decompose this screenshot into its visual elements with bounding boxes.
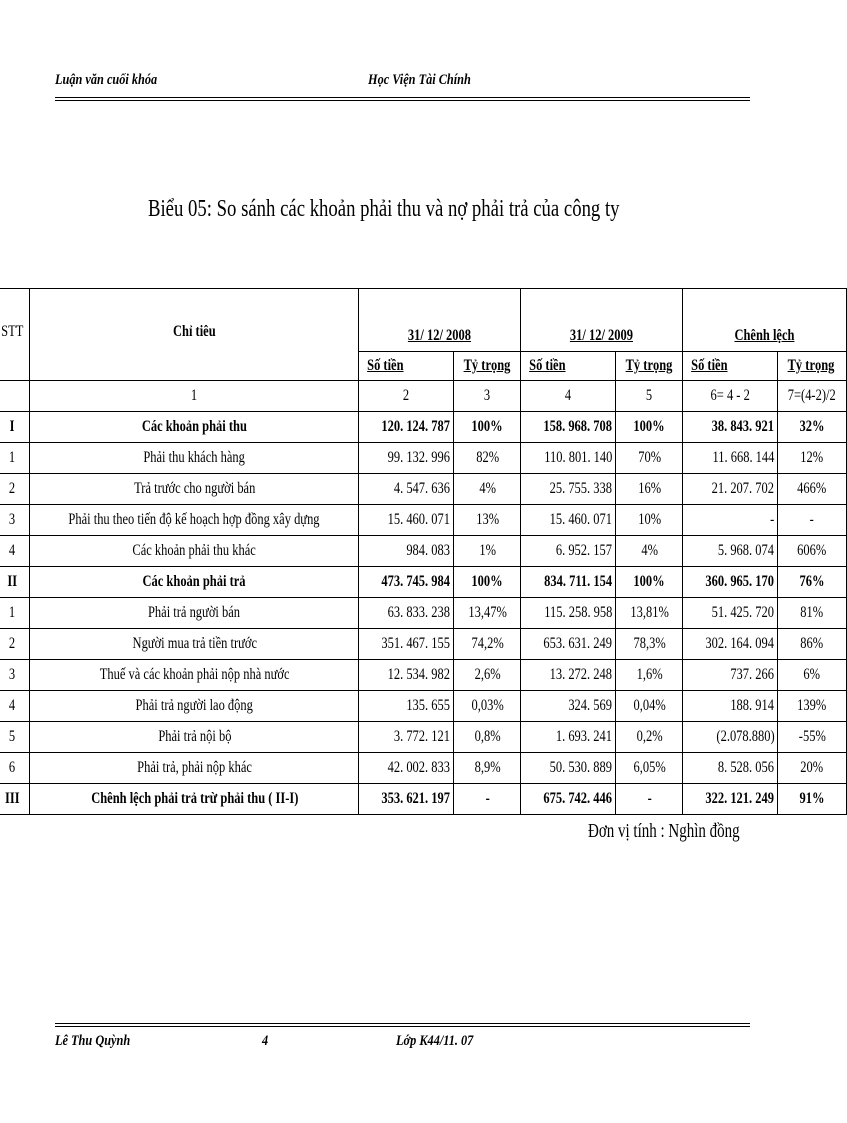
sub-ratio-diff: Tỷ trọng: [778, 352, 846, 381]
ratio-2008-cell: 0,8%: [454, 722, 521, 753]
ratio-2009-cell: 1,6%: [616, 660, 683, 691]
table-row: [0, 660, 846, 691]
item-cell: Phải trả nội bộ: [30, 722, 359, 753]
footer-page: 4: [262, 1033, 269, 1049]
amount-2009-cell: 15. 460. 071: [521, 505, 616, 536]
ratio-diff-cell: 32%: [778, 412, 846, 443]
amount-2008-cell: 135. 655: [359, 691, 454, 722]
amount-2009-cell: 115. 258. 958: [521, 598, 616, 629]
amount-2009-cell: 1. 693. 241: [521, 722, 616, 753]
table-row: [0, 536, 846, 567]
sub-ratio-2008: Tỷ trọng: [454, 352, 521, 381]
amount-2008-cell: 4. 547. 636: [359, 474, 454, 505]
index-cell: 5: [616, 381, 683, 412]
amount-diff-cell: 21. 207. 702: [683, 474, 778, 505]
header-stt: STT: [0, 289, 30, 381]
amount-diff-cell: 188. 914: [683, 691, 778, 722]
header-center: Học Viện Tài Chính: [368, 72, 471, 88]
stt-cell: 1: [0, 443, 30, 474]
sub-amount-2008: Số tiền: [359, 352, 454, 381]
header-diff: Chênh lệch: [683, 289, 846, 352]
stt-cell: 5: [0, 722, 30, 753]
table-row: [0, 598, 846, 629]
stt-cell: 3: [0, 660, 30, 691]
ratio-2008-cell: 0,03%: [454, 691, 521, 722]
stt-cell: 3: [0, 505, 30, 536]
item-cell: Các khoản phải thu khác: [30, 536, 359, 567]
item-cell: Thuế và các khoản phải nộp nhà nước: [30, 660, 359, 691]
footer-class: Lớp K44/11. 07: [396, 1033, 474, 1049]
amount-2008-cell: 42. 002. 833: [359, 753, 454, 784]
table-row: [0, 474, 846, 505]
index-cell: 2: [359, 381, 454, 412]
ratio-2008-cell: 82%: [454, 443, 521, 474]
amount-diff-cell: 5. 968. 074: [683, 536, 778, 567]
amount-diff-cell: 38. 843. 921: [683, 412, 778, 443]
amount-2008-cell: 984. 083: [359, 536, 454, 567]
ratio-2009-cell: 6,05%: [616, 753, 683, 784]
ratio-2009-cell: 10%: [616, 505, 683, 536]
amount-2009-cell: 158. 968. 708: [521, 412, 616, 443]
index-cell: 3: [454, 381, 521, 412]
sub-ratio-2009: Tỷ trọng: [616, 352, 683, 381]
ratio-2008-cell: 100%: [454, 412, 521, 443]
ratio-2009-cell: 16%: [616, 474, 683, 505]
amount-2008-cell: 99. 132. 996: [359, 443, 454, 474]
ratio-2008-cell: 100%: [454, 567, 521, 598]
stt-cell: 4: [0, 536, 30, 567]
ratio-diff-cell: 91%: [778, 784, 846, 815]
amount-2009-cell: 25. 755. 338: [521, 474, 616, 505]
footer-rule-2: [55, 1026, 750, 1027]
table-row: [0, 784, 846, 815]
ratio-diff-cell: 606%: [778, 536, 846, 567]
ratio-2009-cell: 0,04%: [616, 691, 683, 722]
header-item: Chỉ tiêu: [30, 289, 359, 381]
ratio-2008-cell: 4%: [454, 474, 521, 505]
ratio-diff-cell: 86%: [778, 629, 846, 660]
amount-diff-cell: 302. 164. 094: [683, 629, 778, 660]
table-row: [0, 691, 846, 722]
index-row: [0, 381, 846, 412]
ratio-2009-cell: 100%: [616, 412, 683, 443]
ratio-2009-cell: 78,3%: [616, 629, 683, 660]
stt-cell: III: [0, 784, 30, 815]
item-cell: Phải trả người bán: [30, 598, 359, 629]
amount-diff-cell: 322. 121. 249: [683, 784, 778, 815]
header-rule-2: [55, 100, 750, 101]
stt-cell: 6: [0, 753, 30, 784]
amount-2009-cell: 324. 569: [521, 691, 616, 722]
ratio-2008-cell: 13,47%: [454, 598, 521, 629]
ratio-2008-cell: 13%: [454, 505, 521, 536]
ratio-2009-cell: 100%: [616, 567, 683, 598]
ratio-2008-cell: -: [454, 784, 521, 815]
stt-cell: 2: [0, 629, 30, 660]
header-2009: 31/ 12/ 2009: [521, 289, 683, 352]
amount-2009-cell: 653. 631. 249: [521, 629, 616, 660]
ratio-2009-cell: -: [616, 784, 683, 815]
ratio-2009-cell: 70%: [616, 443, 683, 474]
ratio-2009-cell: 4%: [616, 536, 683, 567]
amount-diff-cell: 8. 528. 056: [683, 753, 778, 784]
index-cell: 4: [521, 381, 616, 412]
ratio-diff-cell: -55%: [778, 722, 846, 753]
amount-2008-cell: 12. 534. 982: [359, 660, 454, 691]
index-cell: 1: [30, 381, 359, 412]
footer-rule: [55, 1023, 750, 1024]
item-cell: Phải trả, phải nộp khác: [30, 753, 359, 784]
footer-author: Lê Thu Quỳnh: [55, 1033, 131, 1049]
item-cell: Trả trước cho người bán: [30, 474, 359, 505]
stt-cell: I: [0, 412, 30, 443]
item-cell: Phải thu khách hàng: [30, 443, 359, 474]
amount-2009-cell: 110. 801. 140: [521, 443, 616, 474]
item-cell: Các khoản phải thu: [30, 412, 359, 443]
amount-2008-cell: 15. 460. 071: [359, 505, 454, 536]
stt-cell: 2: [0, 474, 30, 505]
table-row: [0, 505, 846, 536]
table-row: [0, 629, 846, 660]
item-cell: Người mua trả tiền trước: [30, 629, 359, 660]
amount-2009-cell: 50. 530. 889: [521, 753, 616, 784]
sub-amount-diff: Số tiền: [683, 352, 778, 381]
table-row: [0, 443, 846, 474]
item-cell: Phải trả người lao động: [30, 691, 359, 722]
table-title: Biểu 05: So sánh các khoản phải thu và nợ phải trả của công ty: [148, 196, 620, 222]
amount-2008-cell: 351. 467. 155: [359, 629, 454, 660]
item-cell: Chênh lệch phải trả trừ phải thu ( II-I): [30, 784, 359, 815]
amount-diff-cell: (2.078.880): [683, 722, 778, 753]
table-row: [0, 412, 846, 443]
index-cell: 6= 4 - 2: [683, 381, 778, 412]
ratio-diff-cell: 466%: [778, 474, 846, 505]
ratio-diff-cell: 76%: [778, 567, 846, 598]
amount-diff-cell: -: [683, 505, 778, 536]
amount-2008-cell: 63. 833. 238: [359, 598, 454, 629]
amount-2008-cell: 473. 745. 984: [359, 567, 454, 598]
ratio-diff-cell: 20%: [778, 753, 846, 784]
amount-2008-cell: 353. 621. 197: [359, 784, 454, 815]
ratio-2008-cell: 2,6%: [454, 660, 521, 691]
amount-2009-cell: 6. 952. 157: [521, 536, 616, 567]
comparison-table: [0, 288, 847, 815]
unit-note: Đơn vị tính : Nghìn đồng: [588, 820, 740, 842]
stt-cell: II: [0, 567, 30, 598]
stt-cell: 1: [0, 598, 30, 629]
ratio-diff-cell: 12%: [778, 443, 846, 474]
header-rule: [55, 97, 750, 98]
ratio-diff-cell: 139%: [778, 691, 846, 722]
ratio-2009-cell: 0,2%: [616, 722, 683, 753]
amount-2008-cell: 120. 124. 787: [359, 412, 454, 443]
amount-2009-cell: 834. 711. 154: [521, 567, 616, 598]
ratio-2008-cell: 8,9%: [454, 753, 521, 784]
amount-2009-cell: 675. 742. 446: [521, 784, 616, 815]
item-cell: Phải thu theo tiến độ kế hoạch hợp đồng xây dựng: [30, 505, 359, 536]
sub-amount-2009: Số tiền: [521, 352, 616, 381]
ratio-2008-cell: 74,2%: [454, 629, 521, 660]
amount-diff-cell: 51. 425. 720: [683, 598, 778, 629]
amount-diff-cell: 737. 266: [683, 660, 778, 691]
ratio-2008-cell: 1%: [454, 536, 521, 567]
table-row: [0, 722, 846, 753]
ratio-diff-cell: 81%: [778, 598, 846, 629]
ratio-diff-cell: -: [778, 505, 846, 536]
index-cell: 7=(4-2)/2: [778, 381, 846, 412]
ratio-diff-cell: 6%: [778, 660, 846, 691]
item-cell: Các khoản phải trả: [30, 567, 359, 598]
table-row: [0, 753, 846, 784]
header-2008: 31/ 12/ 2008: [359, 289, 521, 352]
amount-2008-cell: 3. 772. 121: [359, 722, 454, 753]
amount-diff-cell: 360. 965. 170: [683, 567, 778, 598]
amount-diff-cell: 11. 668. 144: [683, 443, 778, 474]
amount-2009-cell: 13. 272. 248: [521, 660, 616, 691]
header-left: Luận văn cuối khóa: [55, 72, 158, 88]
ratio-2009-cell: 13,81%: [616, 598, 683, 629]
table-row: [0, 567, 846, 598]
stt-cell: 4: [0, 691, 30, 722]
